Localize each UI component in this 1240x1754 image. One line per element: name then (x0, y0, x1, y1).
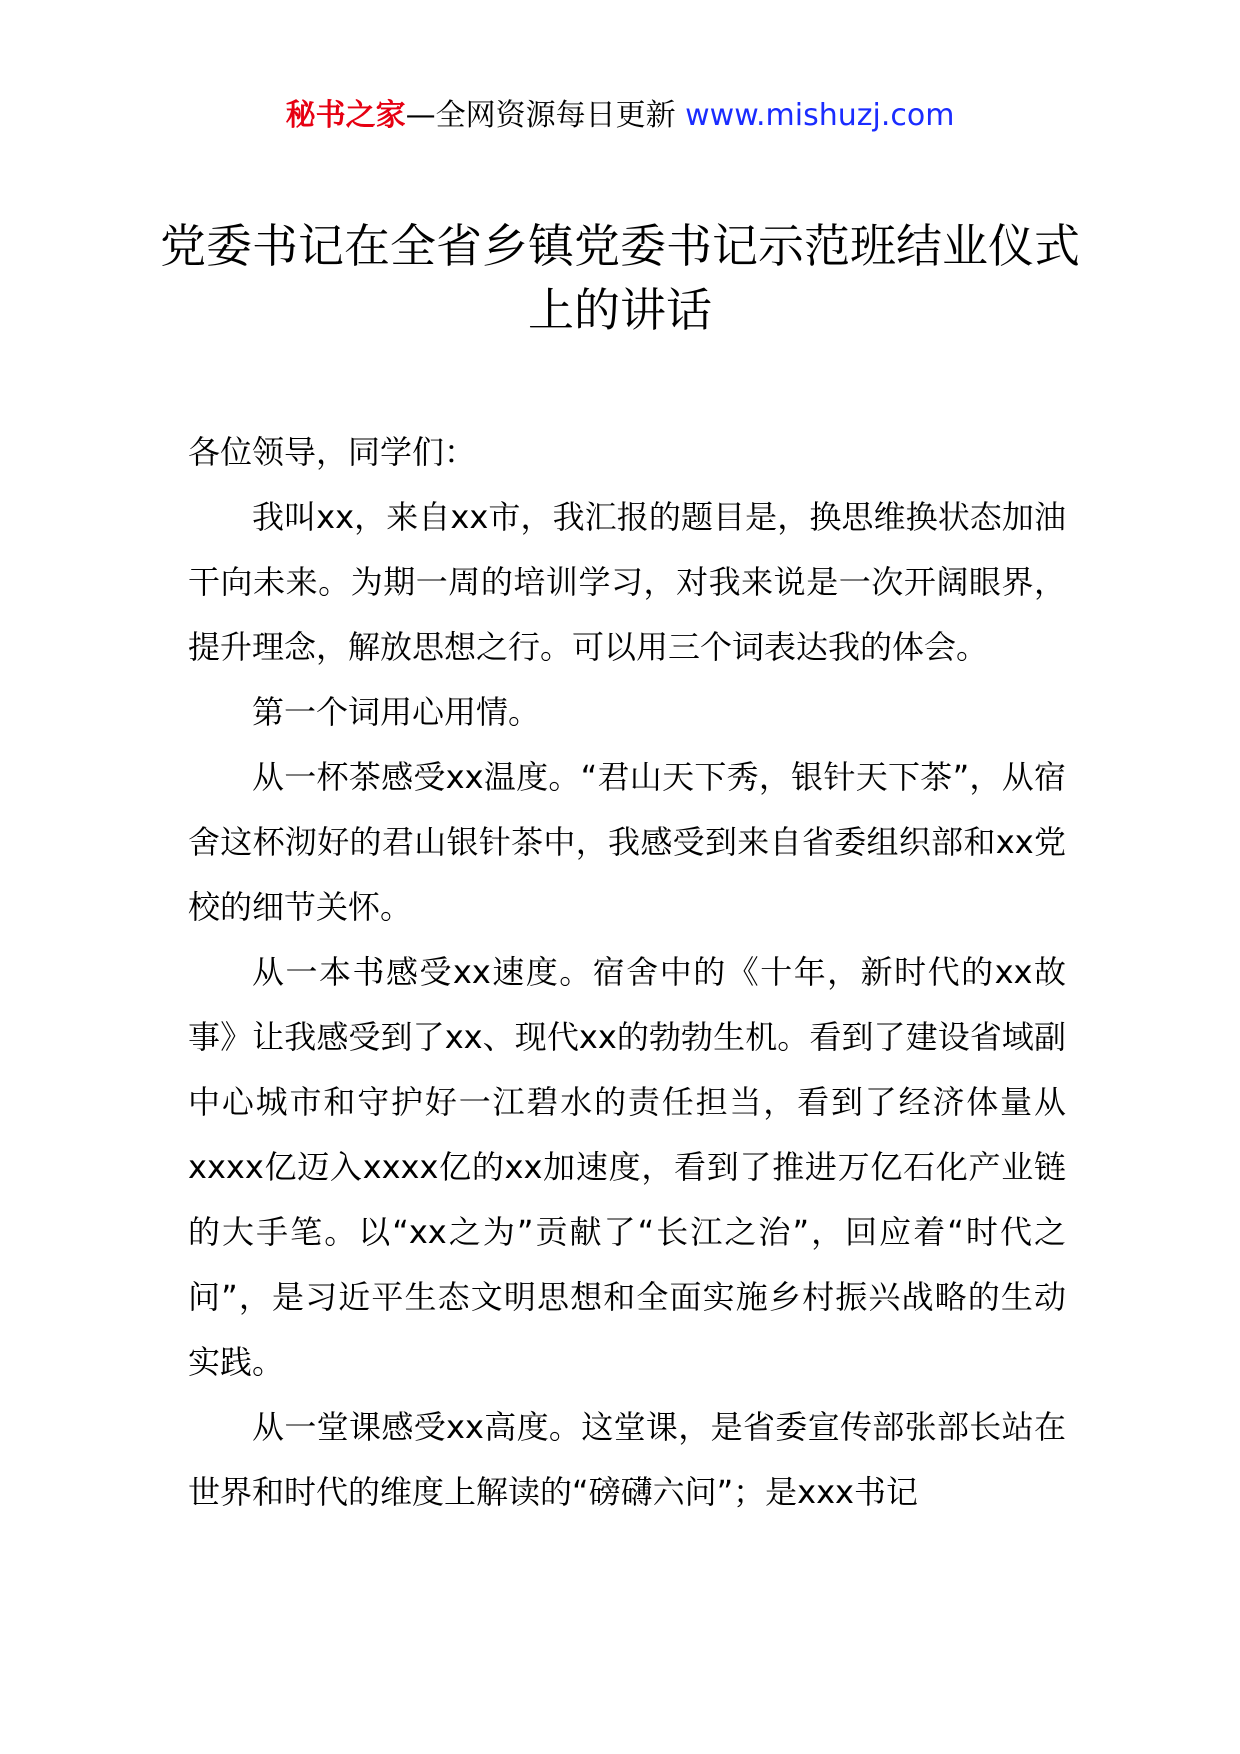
brand-name: 秘书之家 (285, 98, 406, 133)
document-title: 党委书记在全省乡镇党委书记示范班结业仪式上的讲话 (160, 219, 1080, 337)
header-tagline: —全网资源每日更新 (405, 98, 676, 133)
site-url-link[interactable]: www.mishuzj.com (685, 98, 955, 133)
body-paragraph: 第一个词用心用情。 (252, 693, 541, 731)
body-paragraph: 从一杯茶感受xx温度。“君山天下秀，银针天下茶”，从宿舍这杯沏好的君山银针茶中，我感受到来自省委组织部和xx党校的细节关怀。 (188, 758, 1066, 926)
site-header (0, 96, 1240, 136)
document-body (188, 420, 1066, 1525)
salutation: 各位领导，同学们： (188, 433, 477, 471)
body-paragraph: 我叫xx，来自xx市，我汇报的题目是，换思维换状态加油干向未来。为期一周的培训学习，对我来说是一次开阔眼界，提升理念，解放思想之行。可以用三个词表达我的体会。 (188, 498, 1066, 666)
body-paragraph: 从一本书感受xx速度。宿舍中的《十年，新时代的xx故事》让我感受到了xx、现代xx的勃勃生机。看到了建设省域副中心城市和守护好一江碧水的责任担当，看到了经济体量从xxxx亿迈入xxxx亿的xx加速度，看到了推进万亿石化产业链的大手笔。以“xx之为”贡献了“长江之治”，回应着“时代之问”，是习近平生态文明思想和全面实施乡村振兴战略的生动实践。 (188, 953, 1066, 1381)
body-paragraph: 从一堂课感受xx高度。这堂课，是省委宣传部张部长站在世界和时代的维度上解读的“磅礴六问”；是xxx书记 (188, 1408, 1066, 1511)
